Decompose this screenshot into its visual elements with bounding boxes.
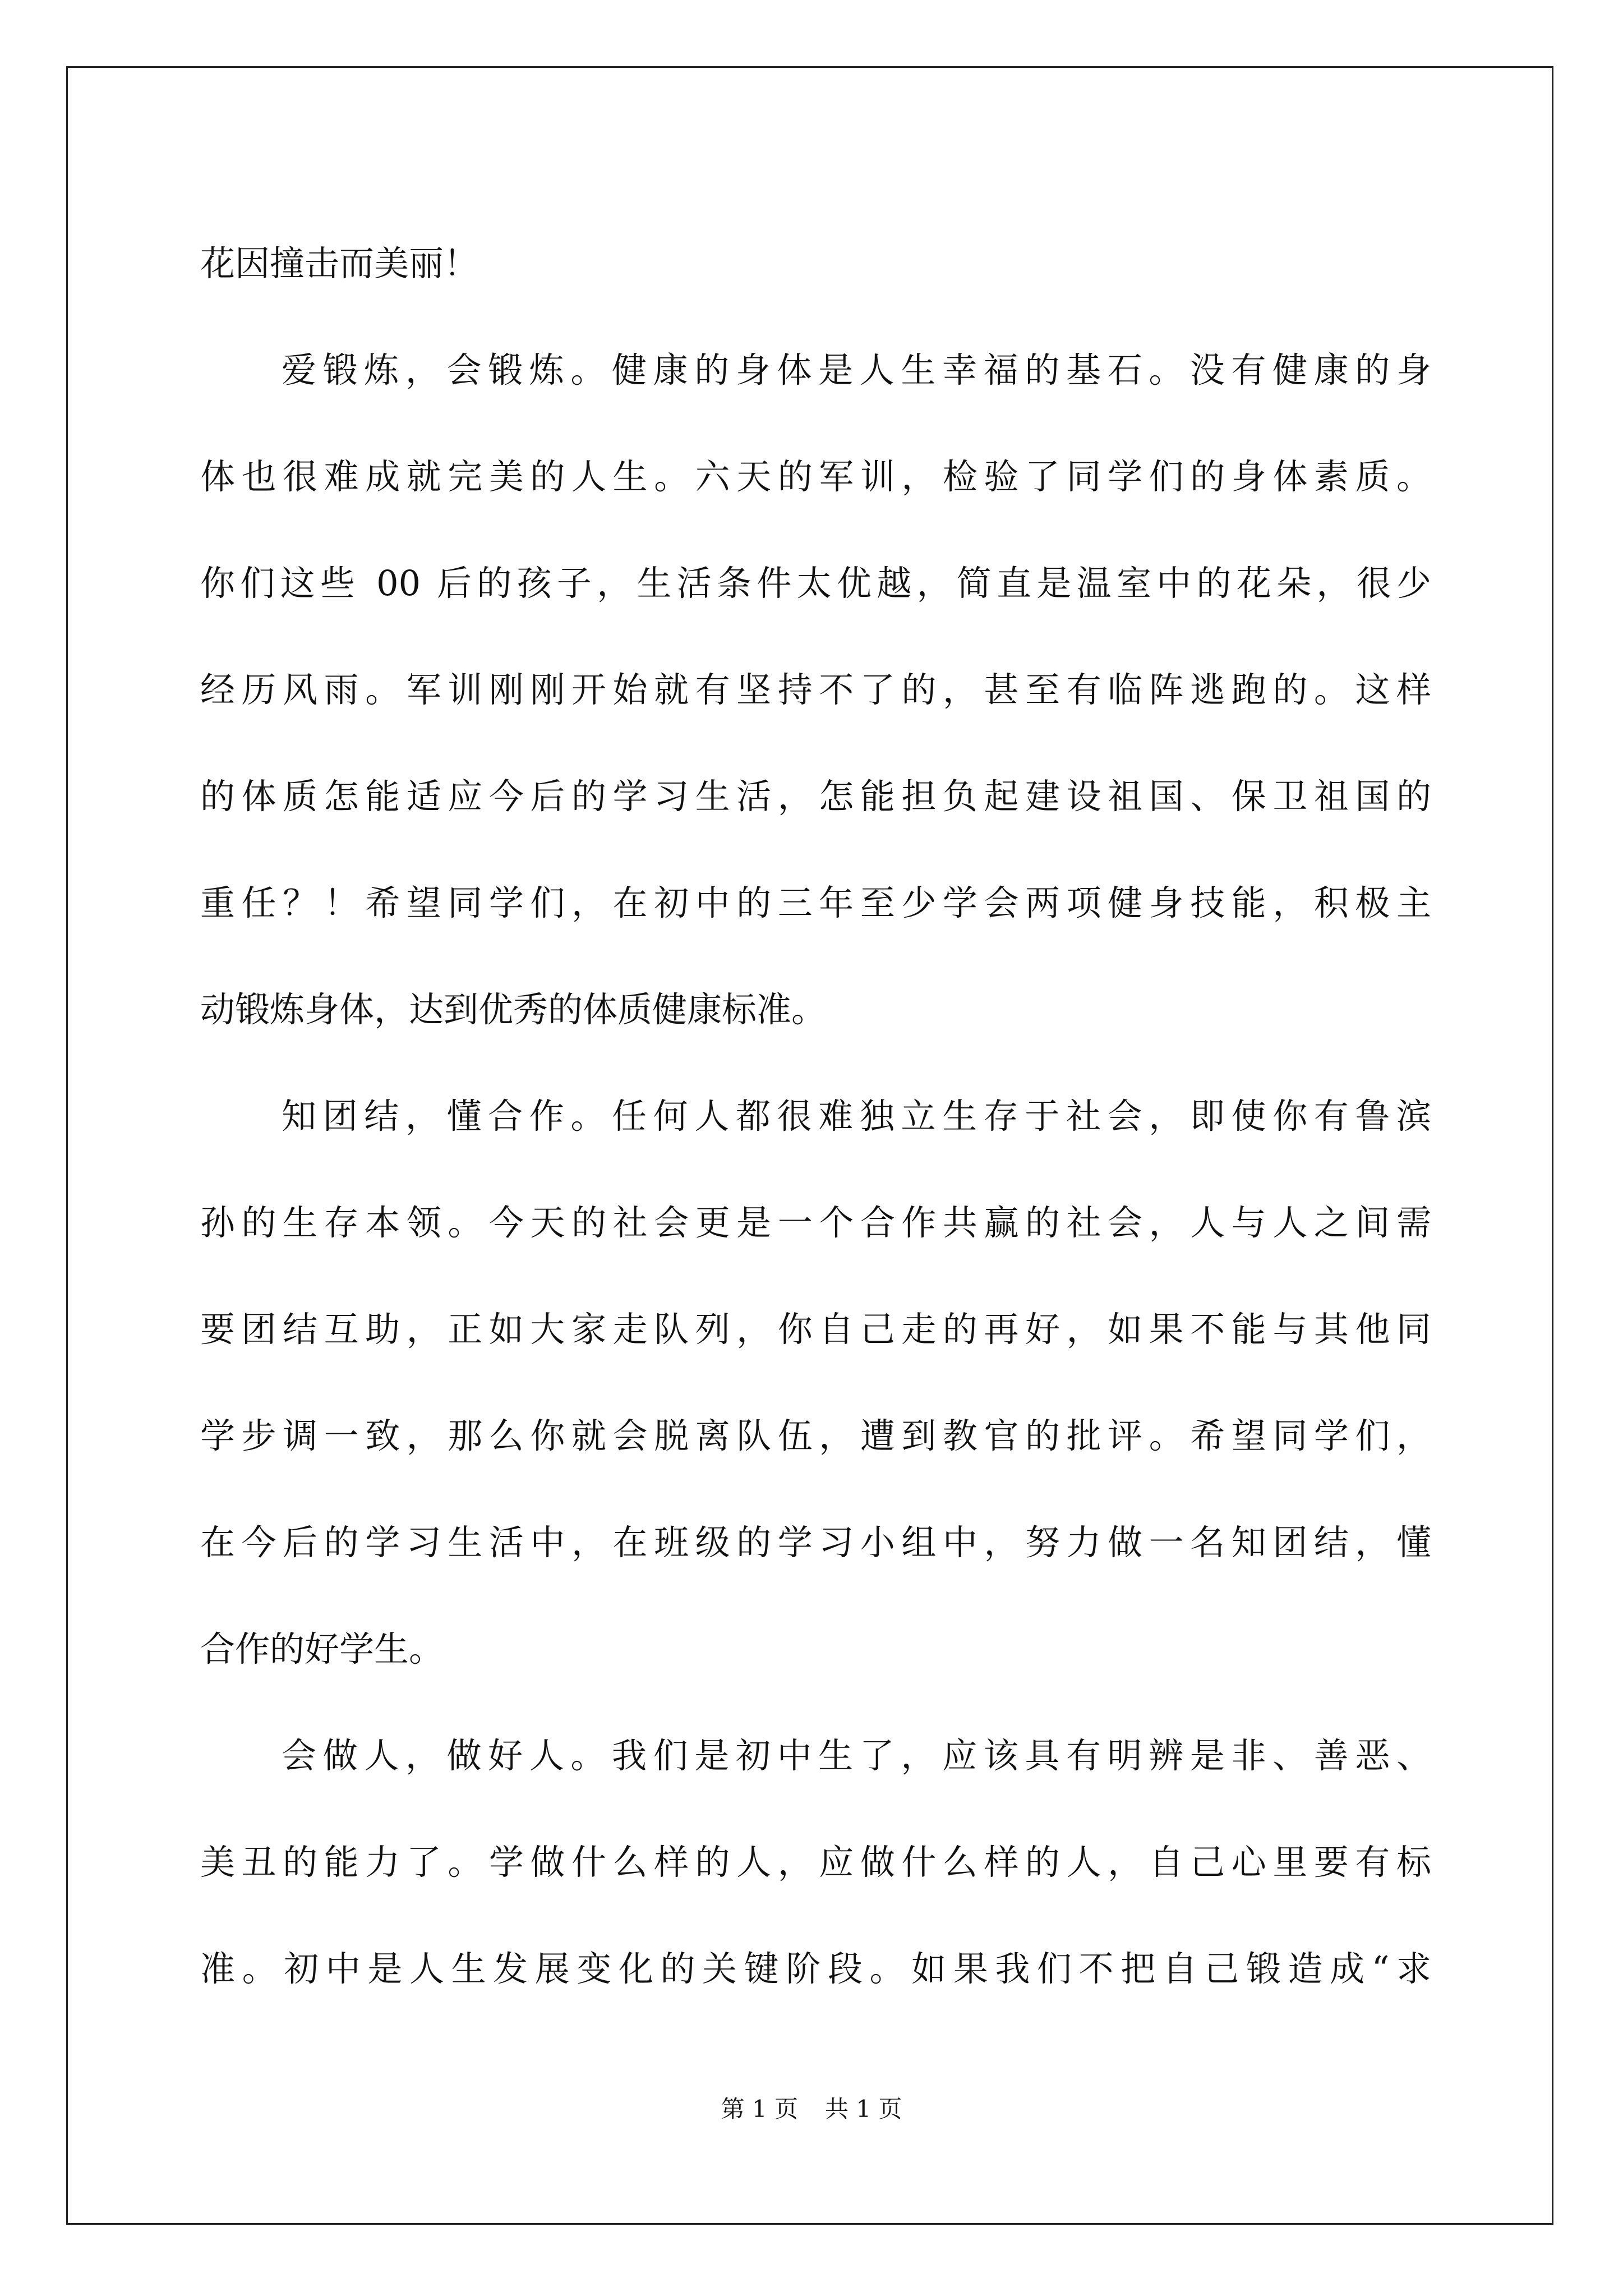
text-line: 的体质怎能适应今后的学习生活，怎能担负起建设祖国、保卫祖国的: [200, 776, 1431, 817]
text-line: 爱锻炼，会锻炼。健康的身体是人生幸福的基石。没有健康的身: [282, 349, 1431, 390]
text-line: 准。初中是人生发展变化的关键阶段。如果我们不把自己锻造成“求: [200, 1948, 1431, 1989]
text-line: 会做人，做好人。我们是初中生了，应该具有明辨是非、善恶、: [282, 1735, 1431, 1776]
text-line: 你们这些 00 后的孩子，生活条件太优越，简直是温室中的花朵，很少: [200, 563, 1431, 604]
page-number-total: 共 1 页: [825, 2095, 902, 2123]
text-line: 学步调一致，那么你就会脱离队伍，遭到教官的批评。希望同学们，: [200, 1415, 1431, 1456]
text-line: 要团结互助，正如大家走队列，你自己走的再好，如果不能与其他同: [200, 1309, 1431, 1350]
text-line: 美丑的能力了。学做什么样的人，应做什么样的人，自己心里要有标: [200, 1842, 1431, 1883]
text-line: 知团结，懂合作。任何人都很难独立生存于社会，即使你有鲁滨: [282, 1096, 1431, 1137]
text-line: 在今后的学习生活中，在班级的学习小组中，努力做一名知团结，懂: [200, 1522, 1431, 1563]
text-line: 合作的好学生。: [200, 1628, 444, 1669]
document-body: [200, 210, 1431, 2022]
page-footer: [0, 2092, 1623, 2126]
text-line: 重任？！希望同学们，在初中的三年至少学会两项健身技能，积极主: [200, 882, 1431, 923]
text-line: 体也很难成就完美的人生。六天的军训，检验了同学们的身体素质。: [200, 456, 1431, 497]
text-line: 花因撞击而美丽！: [200, 243, 479, 284]
text-line: 孙的生存本领。今天的社会更是一个合作共赢的社会，人与人之间需: [200, 1202, 1431, 1243]
text-line: 经历风雨。军训刚刚开始就有坚持不了的，甚至有临阵逃跑的。这样: [200, 669, 1431, 710]
page-number-current: 第 1 页: [721, 2095, 798, 2123]
text-line: 动锻炼身体，达到优秀的体质健康标准。: [200, 989, 827, 1030]
